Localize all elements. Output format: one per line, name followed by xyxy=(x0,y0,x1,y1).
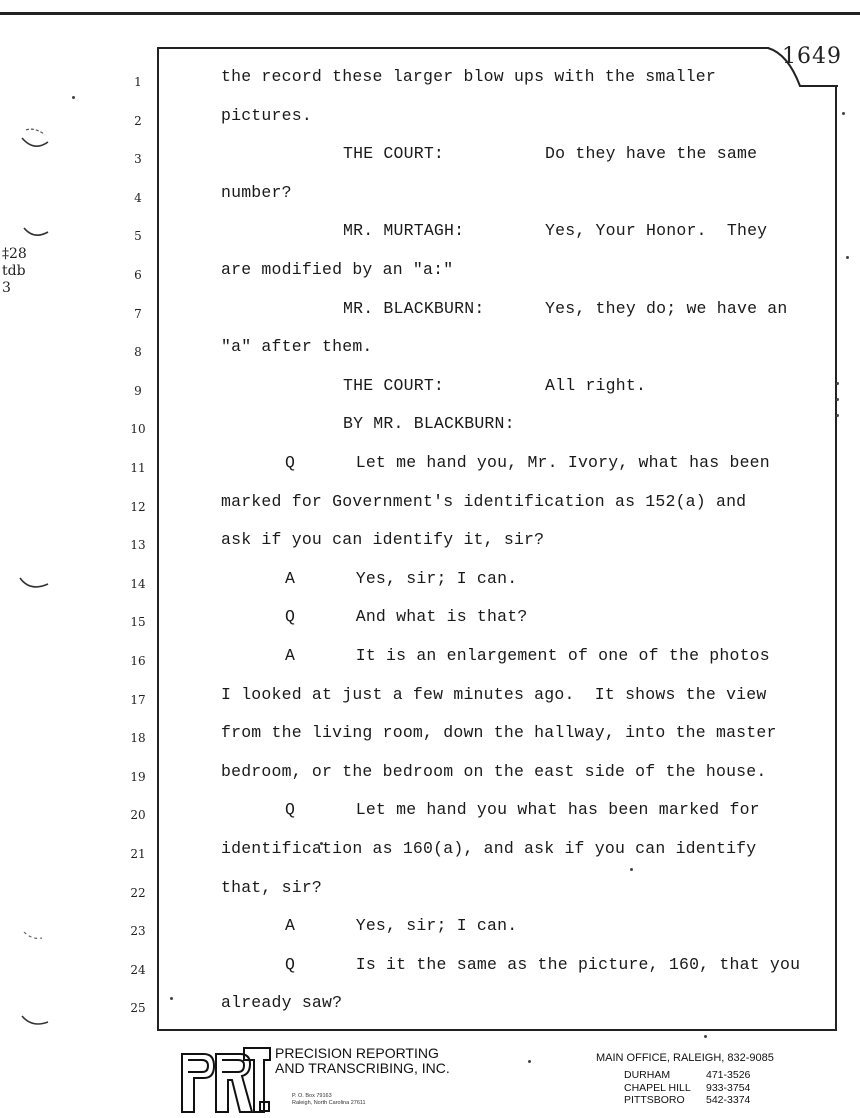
page-frame-top xyxy=(157,47,769,49)
page-frame-right xyxy=(835,86,837,1030)
speck xyxy=(704,1035,707,1038)
transcript-line: I looked at just a few minutes ago. It shows the view xyxy=(221,684,767,704)
punch-hole-mark xyxy=(18,128,52,148)
transcript-line: identification as 160(a), and ask if you can identify xyxy=(221,839,757,858)
company-logo xyxy=(180,1046,270,1116)
speck xyxy=(72,96,75,99)
line-number: 1 xyxy=(134,75,142,89)
address-line: P. O. Box 79163 xyxy=(292,1093,332,1099)
punch-hole-mark xyxy=(18,574,52,594)
office-city: CHAPEL HILL xyxy=(624,1081,691,1094)
speck xyxy=(846,256,849,259)
punch-hole-mark xyxy=(18,1010,52,1030)
line-number: 8 xyxy=(134,345,142,360)
address-line: Raleigh, North Carolina 27611 xyxy=(292,1100,366,1106)
office-list xyxy=(624,1069,750,1107)
line-number: 24 xyxy=(130,962,146,977)
line-number: 22 xyxy=(130,885,146,900)
transcript-line: A It is an enlargement of one of the photos xyxy=(285,646,770,665)
transcript-line: THE COURT: Do they have the same xyxy=(343,144,758,164)
office-phone: 933-3754 xyxy=(706,1081,751,1094)
office-city: DURHAM xyxy=(624,1069,671,1081)
line-number: 3 xyxy=(134,152,142,167)
speck xyxy=(836,382,839,385)
speck xyxy=(836,414,839,417)
transcript-line: number? xyxy=(221,182,292,202)
line-number: 21 xyxy=(130,847,146,861)
page-frame-bottom xyxy=(157,1029,837,1031)
margin-note xyxy=(2,246,27,297)
top-rule xyxy=(0,12,860,15)
line-number: 4 xyxy=(134,190,142,205)
punch-hole-mark xyxy=(18,222,52,242)
transcript-line: the record these larger blow ups with the smaller xyxy=(221,67,716,86)
line-number: 11 xyxy=(130,461,146,475)
transcript-line: bedroom, or the bedroom on the east side of the house. xyxy=(221,761,767,781)
transcript-line: BY MR. BLACKBURN: xyxy=(343,414,515,434)
speck xyxy=(836,398,839,401)
page-number: 1649 xyxy=(782,44,842,69)
office-phone: 542-3374 xyxy=(706,1094,751,1106)
line-number: 13 xyxy=(130,538,146,553)
transcript-line: A Yes, sir; I can. xyxy=(285,916,518,936)
line-number: 12 xyxy=(130,499,146,514)
margin-note-line: 3 xyxy=(2,280,11,296)
line-number: 6 xyxy=(134,268,142,282)
line-number: 5 xyxy=(134,229,142,244)
office-row xyxy=(624,1069,750,1082)
line-number: 10 xyxy=(130,422,146,437)
speck xyxy=(630,868,633,871)
speck xyxy=(528,1060,531,1063)
transcript-line: already saw? xyxy=(221,993,343,1013)
transcript-line: marked for Government's identification as 152(a) and xyxy=(221,491,747,511)
transcript-line: ask if you can identify it, sir? xyxy=(221,530,545,550)
transcript-line: from the living room, down the hallway, into the master xyxy=(221,723,777,743)
transcript-line: A Yes, sir; I can. xyxy=(285,568,518,588)
line-number: 23 xyxy=(130,924,146,939)
company-name-line: PRECISION REPORTING xyxy=(275,1045,439,1061)
transcript-line: Q And what is that? xyxy=(285,607,528,627)
line-number: 25 xyxy=(130,1001,146,1016)
line-number: 7 xyxy=(134,306,142,321)
punch-hole-mark xyxy=(18,928,52,948)
office-phone: 471-3526 xyxy=(706,1069,751,1081)
main-office: MAIN OFFICE, RALEIGH, 832-9085 xyxy=(596,1052,774,1064)
company-name-line: AND TRANSCRIBING, INC. xyxy=(275,1060,450,1076)
line-number: 20 xyxy=(130,808,146,823)
office-city: PITTSBORO xyxy=(624,1094,685,1106)
speck xyxy=(170,997,173,1000)
margin-note-line: tdb xyxy=(2,263,26,279)
line-number: 9 xyxy=(134,383,142,398)
transcript-line: Q Let me hand you what has been marked for xyxy=(285,800,760,820)
line-number: 17 xyxy=(130,692,146,707)
margin-note-line: ‡28 xyxy=(2,246,27,262)
line-number: 15 xyxy=(130,615,146,630)
transcript-line: MR. MURTAGH: Yes, Your Honor. They xyxy=(343,221,768,241)
company-address xyxy=(292,1093,366,1107)
transcript-line: Q Let me hand you, Mr. Ivory, what has been xyxy=(285,453,770,472)
line-number: 14 xyxy=(130,576,146,591)
transcript-line: that, sir? xyxy=(221,877,323,897)
line-number: 16 xyxy=(130,654,146,668)
office-row xyxy=(624,1094,750,1107)
transcript-line: MR. BLACKBURN: Yes, they do; we have an xyxy=(343,298,788,318)
transcript-line: pictures. xyxy=(221,105,312,125)
page-frame-left xyxy=(157,47,159,1030)
line-number: 2 xyxy=(134,113,142,128)
company-name xyxy=(275,1046,450,1076)
line-number: 18 xyxy=(130,731,146,746)
transcript-line: Q Is it the same as the picture, 160, that you xyxy=(285,954,801,974)
transcript-line: THE COURT: All right. xyxy=(343,375,647,395)
line-number: 19 xyxy=(130,769,146,784)
transcript-line: "a" after them. xyxy=(221,337,373,357)
transcript-line: are modified by an "a:" xyxy=(221,260,454,279)
office-row xyxy=(624,1082,750,1095)
speck xyxy=(842,112,845,115)
